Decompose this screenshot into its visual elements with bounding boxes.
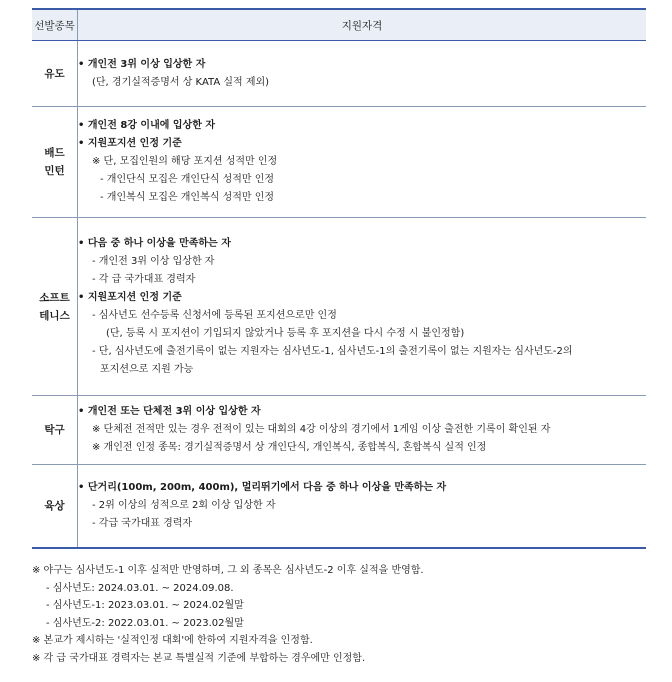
qualification-detail: - 각급 국가대표 경력자	[92, 517, 193, 529]
sport-name-cell	[32, 218, 78, 396]
qualification-table	[32, 8, 646, 549]
footnote-line: ※ 각 급 국가대표 경력자는 본교 특별실적 기준에 부합하는 경우에만 인정함.	[32, 652, 366, 664]
sport-name-cell	[32, 396, 78, 465]
footnote-line: ※ 본교가 제시하는 '실적인정 대회'에 한하여 지원자격을 인정함.	[32, 635, 313, 646]
table-row-badminton	[32, 107, 646, 218]
sport-name-cell	[32, 41, 78, 107]
sport-name-line: 유도	[44, 67, 65, 80]
qualification-detail: - 심사년도 선수등록 신청서에 등록된 포지션으로만 인정	[92, 309, 337, 321]
footnote-line: - 심사년도-1: 2023.03.01. ~ 2024.02월말	[46, 600, 244, 611]
qualification-heading: • 개인전 3위 이상 입상한 자	[78, 58, 206, 70]
qualification-cell	[78, 41, 647, 107]
qualification-heading: • 개인전 8강 이내에 입상한 자	[78, 120, 216, 131]
qualification-detail: ※ 개인전 인정 종목: 경기실적증명서 상 개인단식, 개인복식, 종합복식, 혼합복식 실적 인정	[92, 442, 487, 453]
qualification-cell	[78, 396, 647, 465]
footnote-line: - 심사년도: 2024.03.01. ~ 2024.09.08.	[46, 582, 234, 594]
qualification-detail: (단, 경기실적증명서 상 KATA 실적 제외)	[92, 76, 270, 88]
table-row-athletics	[32, 465, 646, 548]
qualification-detail: ※ 단체전 전적만 있는 경우 전적이 있는 대회의 4강 이상의 경기에서 1게임 이상 출전한 기록이 확인된 자	[92, 424, 551, 435]
qualification-cell	[78, 107, 647, 218]
sport-name-cell	[32, 465, 78, 548]
qualification-heading: • 개인전 또는 단체전 3위 이상 입상한 자	[78, 406, 261, 417]
sport-name-cell	[32, 107, 78, 218]
table-row-judo	[32, 41, 646, 107]
table-row-table-tennis	[32, 396, 646, 465]
qualification-heading: • 단거리(100m, 200m, 400m), 멀리뛰기에서 다음 중 하나 이상을 만족하는 자	[78, 481, 447, 493]
qualification-detail: ※ 단, 모집인원의 해당 포지션 성적만 인정	[92, 156, 278, 167]
qualification-cell	[78, 218, 647, 396]
sport-name-line: 육상	[44, 499, 65, 512]
qualification-detail: - 단, 심사년도에 출전기록이 없는 지원자는 심사년도-1, 심사년도-1의 출전기록이 없는 지원자는 심사년도-2의	[92, 345, 573, 357]
qualification-detail: - 개인단식 모집은 개인단식 성적만 인정	[100, 174, 275, 185]
footnote-line: - 심사년도-2: 2022.03.01. ~ 2023.02월말	[46, 617, 244, 629]
table-row-soft-tennis	[32, 218, 646, 396]
qualification-detail: - 개인전 3위 이상 입상한 자	[92, 255, 215, 267]
qualification-detail: - 개인복식 모집은 개인복식 성적만 인정	[100, 192, 275, 203]
header-sport: 선발종목	[32, 9, 78, 41]
qualification-cell	[78, 465, 647, 548]
sport-name-line: 테니스	[39, 309, 70, 322]
footnotes	[32, 562, 652, 667]
sport-name-line: 탁구	[44, 424, 65, 436]
sport-name-line: 소프트	[39, 291, 70, 304]
footnote-line: ※ 야구는 심사년도-1 이후 실적만 반영하며, 그 외 종목은 심사년도-2 이후 실적을 반영함.	[32, 565, 424, 576]
qualification-detail: - 2위 이상의 성적으로 2회 이상 입상한 자	[92, 499, 276, 511]
table-header-row	[32, 9, 646, 41]
qualification-detail: (단, 등록 시 포지션이 기입되지 않았거나 등록 후 포지션을 다시 수정 시 불인정함)	[106, 327, 465, 339]
header-qualification: 지원자격	[78, 9, 647, 41]
qualification-heading: • 지원포지션 인정 기준	[78, 291, 182, 303]
qualification-detail: 포지션으로 지원 가능	[100, 363, 194, 375]
sport-name-line: 배드	[44, 147, 65, 159]
qualification-heading: • 다음 중 하나 이상을 만족하는 자	[78, 237, 231, 249]
qualification-detail: - 각 급 국가대표 경력자	[92, 273, 196, 285]
sport-name-line: 민턴	[44, 165, 65, 177]
qualification-heading: • 지원포지션 인정 기준	[78, 138, 182, 149]
